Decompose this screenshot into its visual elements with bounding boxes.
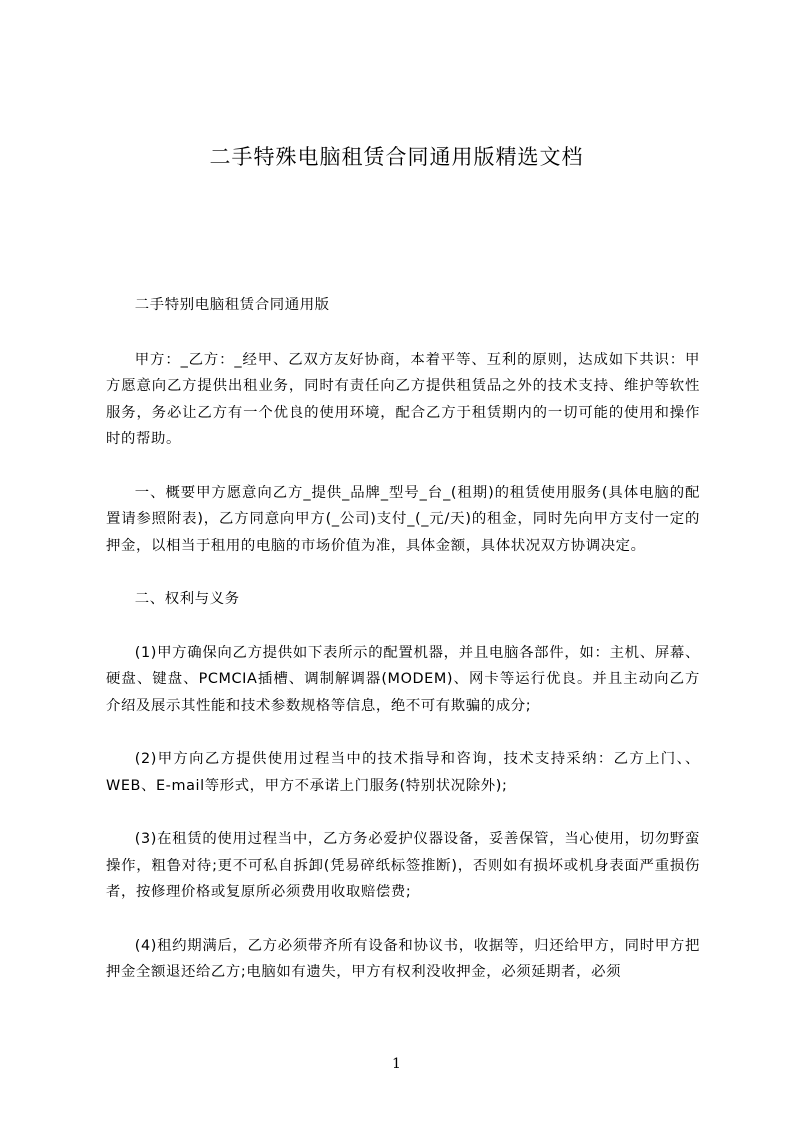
- preamble-paragraph: 甲方：_乙方：_经甲、乙双方友好协商，本着平等、互利的原则，达成如下共识：甲方愿意向乙方提供出租业务，同时有责任向乙方提供租赁品之外的技术支持、维护等软性服务，务必让乙方有一个优良的使用环境，配合乙方于租赁期内的一切可能的使用和操作时的帮助。: [106, 351, 700, 447]
- clause-4-paragraph: (4)租约期满后，乙方必须带齐所有设备和协议书，收据等，归还给甲方，同时甲方把押金全额退还给乙方;电脑如有遗失，甲方有权利没收押金，必须延期者，必须: [106, 937, 700, 980]
- document-body: [106, 292, 700, 1013]
- section-heading-rights-obligations: 二、权利与义务: [134, 591, 240, 607]
- contract-subtitle: 二手特别电脑租赁合同通用版: [134, 297, 330, 313]
- page-number: 1: [392, 1056, 401, 1072]
- clause-2-paragraph: (2)甲方向乙方提供使用过程当中的技术指导和咨询，技术支持采纳：乙方上门、、WEB、E-mail等形式，甲方不承诺上门服务(特别状况除外);: [106, 751, 700, 794]
- document-title: 二手特殊电脑租赁合同通用版精选文档: [209, 145, 584, 169]
- clause-3-paragraph: (3)在租赁的使用过程当中，乙方务必爱护仪器设备，妥善保管，当心使用，切勿野蛮操作，粗鲁对待;更不可私自拆卸(凭易碎纸标签推断)，否则如有损坏或机身表面严重损伤者，按修理价格或复原所必须费用收取赔偿费;: [106, 831, 700, 900]
- clause-1-paragraph: (1)甲方确保向乙方提供如下表所示的配置机器，并且电脑各部件，如：主机、屏幕、硬盘、键盘、PCMCIA插槽、调制解调器(MODEM)、网卡等运行优良。并且主动向乙方介绍及展示其性能和技术参数规格等信息，绝不可有欺骗的成分;: [106, 644, 700, 714]
- summary-paragraph: 一、概要甲方愿意向乙方_提供_品牌_型号_台_(租期)的租赁使用服务(具体电脑的配置请参照附表)，乙方同意向甲方(_公司)支付_(_元/天)的租金，同时先向甲方支付一定的押金，以相当于租用的电脑的市场价值为准，具体金额，具体状况双方协调决定。: [106, 484, 700, 554]
